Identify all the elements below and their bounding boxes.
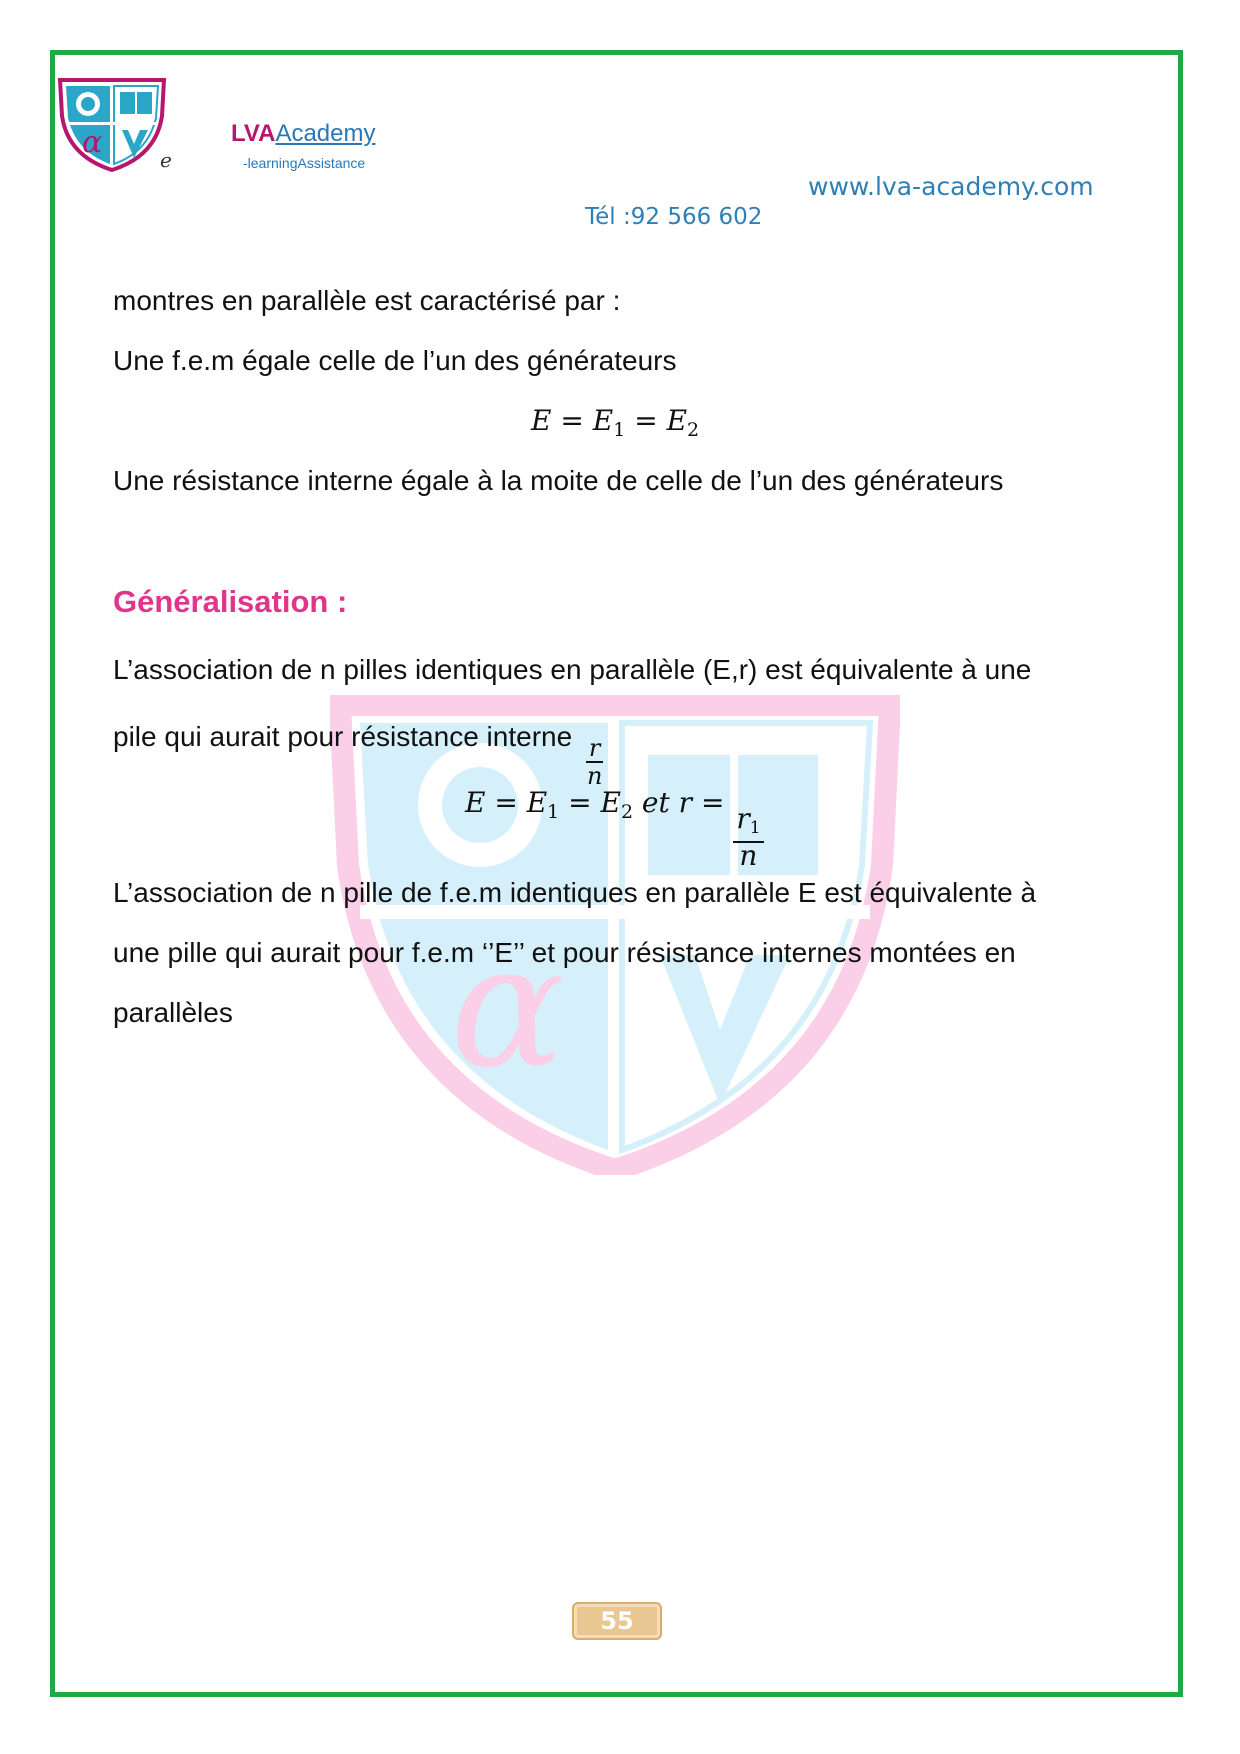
text-line: L’association de n pilles identiques en parallèle (E,r) est équivalente à une xyxy=(113,654,1032,685)
equation-general: $E = E_1 = E_2$ et r = $\frac{r_1}{n}$ xyxy=(465,786,764,869)
text-line-with-fraction xyxy=(113,720,605,789)
logo-e-letter: e xyxy=(160,148,172,172)
brand-academy: Academy xyxy=(275,120,376,147)
equation-fem: $E = E_1 = E_2$ xyxy=(531,404,700,441)
text-line: pile qui aurait pour résistance interne xyxy=(113,721,573,752)
text-line: parallèles xyxy=(113,997,233,1028)
website-link[interactable]: www.lva-academy.com xyxy=(808,172,1094,201)
text-line: Une résistance interne égale à la moite de celle de l’un des générateurs xyxy=(113,465,1004,496)
svg-text:α: α xyxy=(450,908,565,1106)
text-line: L’association de n pille de f.e.m identiques en parallèle E est équivalente à xyxy=(113,877,1037,908)
brand-lva: LVA xyxy=(231,120,276,147)
brand-tagline: -learningAssistance xyxy=(243,155,366,171)
svg-text:α: α xyxy=(82,125,103,160)
text-line: une pille qui aurait pour f.e.m ‘’E’’ et pour résistance internes montées en xyxy=(113,937,1016,968)
section-heading: Généralisation : xyxy=(113,584,348,619)
page-number: 55 xyxy=(572,1602,662,1640)
text-line: montres en parallèle est caractérisé par : xyxy=(113,285,621,316)
text-line: Une f.e.m égale celle de l’un des générateurs xyxy=(113,345,677,376)
fraction-r-over-n: $\frac{r}{n}$ xyxy=(586,734,603,790)
lva-shield-logo xyxy=(56,76,168,172)
fraction-r1-over-n: $\frac{r_1}{n}$ xyxy=(733,806,763,869)
brand-name xyxy=(231,120,375,148)
phone-number: Tél :92 566 602 xyxy=(585,204,763,230)
